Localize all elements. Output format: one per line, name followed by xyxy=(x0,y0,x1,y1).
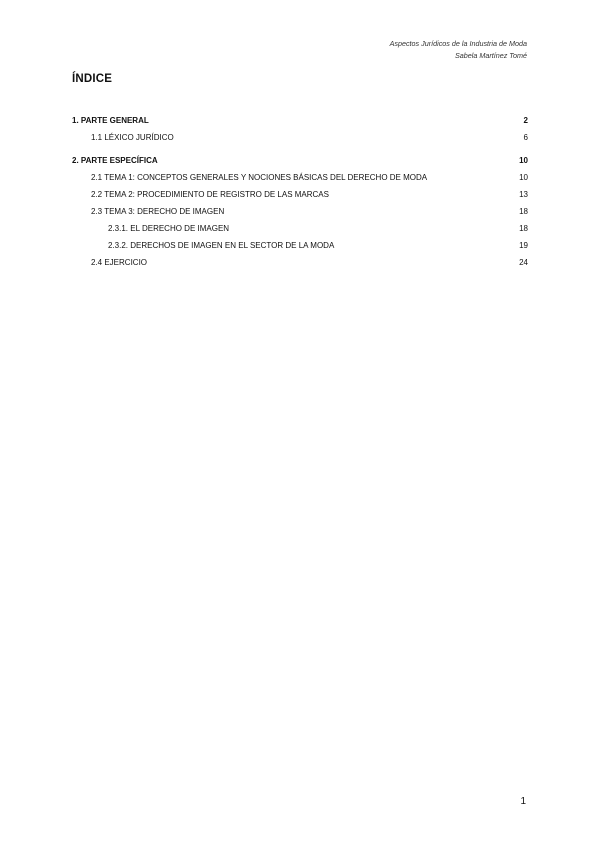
toc-entry-tema-1[interactable] xyxy=(72,169,528,186)
toc-entry-parte-general[interactable] xyxy=(72,112,528,129)
toc-entry-page: 19 xyxy=(519,241,528,250)
toc-entry-tema-2[interactable] xyxy=(72,186,528,203)
header-title: Aspectos Jurídicos de la Industria de Moda xyxy=(389,39,527,48)
toc-entry-derechos-imagen-moda[interactable] xyxy=(72,237,528,254)
toc-entry-tema-3[interactable] xyxy=(72,203,528,220)
toc-entry-parte-especifica[interactable] xyxy=(72,152,528,169)
toc-entry-page: 13 xyxy=(519,190,528,199)
header-author: Sabela Martínez Tomé xyxy=(454,51,527,60)
toc-entry-page: 6 xyxy=(523,133,528,142)
toc-entry-label: 1. PARTE GENERAL xyxy=(72,116,149,125)
toc-entry-label: 1.1 LÉXICO JURÍDICO xyxy=(91,133,174,142)
toc-entry-lexico-juridico[interactable] xyxy=(72,129,528,146)
toc-entry-page: 18 xyxy=(519,207,528,216)
page-number: 1 xyxy=(520,796,526,807)
toc-entry-label: 2. PARTE ESPECÍFICA xyxy=(72,156,158,165)
toc-title: ÍNDICE xyxy=(72,73,113,85)
toc-entry-derecho-imagen[interactable] xyxy=(72,220,528,237)
toc-entry-label: 2.1 TEMA 1: CONCEPTOS GENERALES Y NOCIONES BÁSICAS DEL DERECHO DE MODA xyxy=(91,173,428,182)
toc-entry-page: 18 xyxy=(519,224,528,233)
toc-entry-label: 2.3.2. DERECHOS DE IMAGEN EN EL SECTOR DE LA MODA xyxy=(108,241,335,250)
toc-entry-label: 2.3.1. EL DERECHO DE IMAGEN xyxy=(108,224,230,233)
toc-entry-page: 2 xyxy=(523,116,528,125)
toc-entry-page: 10 xyxy=(519,156,528,165)
toc-entry-page: 24 xyxy=(519,258,528,267)
toc-entry-label: 2.3 TEMA 3: DERECHO DE IMAGEN xyxy=(91,207,225,216)
toc-entry-page: 10 xyxy=(519,173,528,182)
toc-entry-label: 2.4 EJERCICIO xyxy=(91,258,148,267)
toc-entry-label: 2.2 TEMA 2: PROCEDIMIENTO DE REGISTRO DE LAS MARCAS xyxy=(91,190,329,199)
toc-entry-ejercicio[interactable] xyxy=(72,254,528,271)
table-of-contents xyxy=(72,112,528,271)
running-header xyxy=(390,38,527,62)
